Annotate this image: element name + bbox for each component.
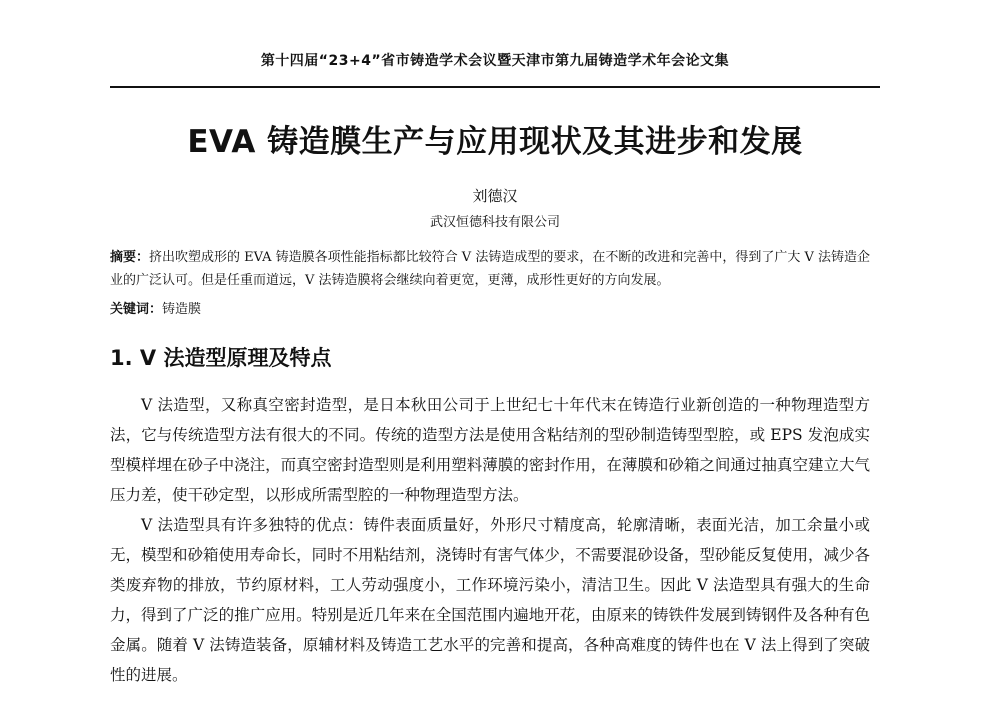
header-rule [110,86,880,88]
abstract [110,246,870,292]
keywords [110,298,870,317]
author-affiliation: 武汉恒德科技有限公司 [429,215,560,230]
abstract-text: 挤出吹塑成形的 EVA 铸造膜各项性能指标都比较符合 V 法铸造成型的要求，在不断的改进和完善中，得到了广大 V 法铸造企业的广泛认可。但是任重而道远，V 法铸造膜将会继续向着更宽，更薄，成形性更好的方向发展。 [110,250,870,288]
body-paragraph: V 法造型具有许多独特的优点：铸件表面质量好，外形尺寸精度高，轮廓清晰，表面光洁，加工余量小或无，模型和砂箱使用寿命长，同时不用粘结剂，浇铸时有害气体少，不需要混砂设备，型砂能反复使用，减少各类废弃物的排放，节约原材料，工人劳动强度小，工作环境污染小，清洁卫生。因此 V 法造型具有强大的生命力，得到了广泛的推广应用。特别是近几年来在全国范围内遍地开花，由原来的铸铁件发展到铸钢件及各种有色金属。随着 V 法铸造装备，原辅材料及铸造工艺水平的完善和提高，各种高难度的铸件也在 V 法上得到了突破性的进展。 [110,516,870,684]
paper-title: EVA 铸造膜生产与应用现状及其进步和发展 [187,124,803,160]
keywords-label: 关键词： [110,302,163,317]
running-head: 第十四届“23+4”省市铸造学术会议暨天津市第九届铸造学术年会论文集 [260,53,730,69]
author-name: 刘德汉 [472,187,518,205]
keywords-text: 铸造膜 [162,302,202,317]
section-heading: 1. V 法造型原理及特点 [110,346,332,370]
body-paragraph: V 法造型，又称真空密封造型，是日本秋田公司于上世纪七十年代末在铸造行业新创造的一种物理造型方法，它与传统造型方法有很大的不同。传统的造型方法是使用含粘结剂的型砂制造铸型型腔，或 EPS 发泡成实型模样埋在砂子中浇注，而真空密封造型则是利用塑料薄膜的密封作用，在薄膜和砂箱之间通过抽真空建立大气压力差，使干砂定型，以形成所需型腔的一种物理造型方法。 [110,396,870,504]
abstract-label: 摘要： [110,250,150,265]
section-body [110,390,870,690]
